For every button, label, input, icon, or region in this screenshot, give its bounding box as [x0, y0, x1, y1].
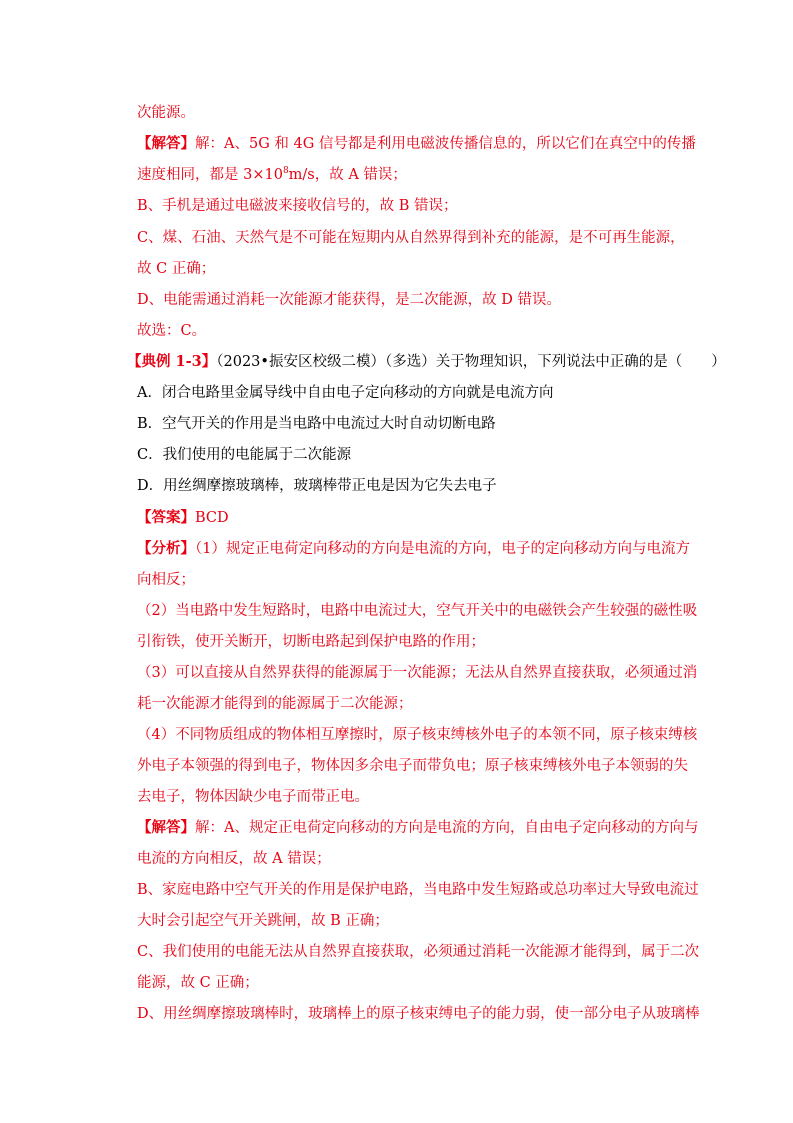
text-line: D、用丝绸摩擦玻璃棒时，玻璃棒上的原子核束缚电子的能力弱，使一部分电子从玻璃棒	[137, 1006, 700, 1022]
solution-tag: 【解答】	[137, 819, 195, 836]
text-line: D、电能需通过消耗一次能源才能获得，是二次能源，故 D 错误。	[137, 292, 561, 308]
option-d: D．用丝绸摩擦玻璃棒，玻璃棒带正电是因为它失去电子	[137, 478, 497, 494]
solution-tag: 【解答】	[137, 135, 195, 152]
text-line: C、煤、石油、天然气是不可能在短期内从自然界得到补充的能源，是不可再生能源，	[137, 230, 685, 246]
answer-solution-line	[137, 134, 696, 154]
text-span: 解：A、规定正电荷定向移动的方向是电流的方向，自由电子定向移动的方向与	[195, 820, 699, 836]
question-title-line	[127, 352, 726, 372]
text-line: 向相反；	[137, 572, 195, 588]
option-c: C．我们使用的电能属于二次能源	[137, 447, 352, 463]
option-a: A．闭合电路里金属导线中自由电子定向移动的方向就是电流方向	[137, 385, 554, 401]
text-line: 引衔铁，使开关断开，切断电路起到保护电路的作用；	[137, 634, 485, 650]
text-line: B、手机是通过电磁波来接收信号的，故 B 错误；	[137, 198, 458, 214]
analysis-tag: 【分析】	[137, 540, 195, 557]
text-line: 大时会引起空气开关跳闸，故 B 正确；	[137, 913, 389, 929]
text-line	[137, 165, 407, 185]
answer-tag: 【答案】	[137, 509, 195, 526]
text-line: C、我们使用的电能无法从自然界直接获取，必须通过消耗一次能源才能得到，属于二次	[137, 944, 700, 960]
answer-solution-line	[137, 818, 698, 838]
text-line: 故 C 正确；	[137, 261, 216, 277]
text-span: （1）规定正电荷定向移动的方向是电流的方向，电子的定向移动方向与电流方	[195, 541, 690, 557]
text-line: （4）不同物质组成的物体相互摩擦时，原子核束缚核外电子的本领不同，原子核束缚核	[137, 727, 698, 743]
text-line: B、家庭电路中空气开关的作用是保护电路，当电路中发生短路或总功率过大导致电流过	[137, 882, 699, 898]
text-line: 次能源。	[137, 105, 195, 121]
option-b: B．空气开关的作用是当电路中电流过大时自动切断电路	[137, 416, 496, 432]
text-line: 故选：C。	[137, 323, 207, 339]
text-line: 外电子本领强的得到电子，物体因多余电子而带负电；原子核束缚核外电子本领弱的失	[137, 758, 688, 774]
text-line: 能源，故 C 正确；	[137, 975, 259, 991]
text-line: 电流的方向相反，故 A 错误；	[137, 851, 331, 867]
text-line: 去电子，物体因缺少电子而带正电。	[137, 789, 369, 805]
analysis-line	[137, 539, 690, 559]
example-tag: 【典例 1-3】	[127, 353, 217, 370]
text-line: 耗一次能源才能得到的能源属于二次能源；	[137, 696, 413, 712]
text-line: （3）可以直接从自然界获得的能源属于一次能源；无法从自然界直接获取，必须通过消	[137, 665, 698, 681]
exponent: 8	[282, 166, 289, 177]
text-span: 解：A、5G 和 4G 信号都是利用电磁波传播信息的，所以它们在真空中的传播	[195, 136, 696, 152]
text-span: 速度相同，都是 3×10	[137, 167, 283, 183]
question-stem: （2023•振安区校级二模）（多选）关于物理知识，下列说法中正确的是（ ）	[216, 354, 726, 370]
answer-value: BCD	[195, 510, 229, 526]
answer-line	[137, 508, 229, 528]
text-line: （2）当电路中发生短路时，电路中电流过大，空气开关中的电磁铁会产生较强的磁性吸	[137, 603, 698, 619]
text-span: m/s，故 A 错误；	[288, 167, 407, 183]
